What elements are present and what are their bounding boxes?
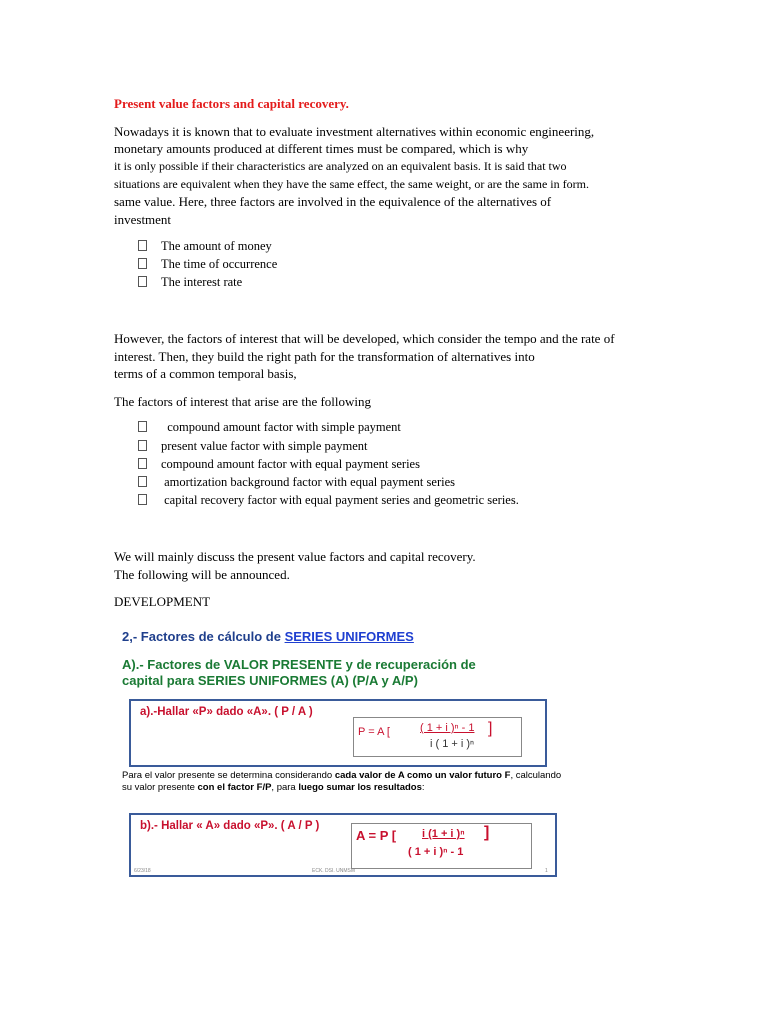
paragraph-line: Nowadays it is known that to evaluate investment alternatives within economic engineering,: [114, 124, 595, 139]
paragraph-line: terms of a common temporal basis,: [114, 366, 297, 381]
formula-bracket: ]: [484, 824, 490, 841]
formula-lhs: A = P [: [356, 828, 397, 843]
slide-heading-text: 2,- Factores de cálculo de: [122, 629, 285, 644]
embedded-slide: [114, 620, 566, 882]
document-title: Present value factors and capital recovery.: [114, 96, 349, 111]
bullet-icon: [138, 421, 147, 432]
slide-footer-center: ECK. DSI. UNMSM: [312, 868, 356, 874]
formula-numerator: ( 1 + i )ⁿ - 1: [420, 722, 475, 734]
slide-heading-link: SERIES UNIFORMES: [284, 629, 414, 644]
list-item: compound amount factor with equal payment series: [138, 457, 420, 472]
formula-pa: [353, 717, 522, 757]
paragraph: The factors of interest that arise are the following: [114, 394, 372, 409]
bullet-icon: [138, 494, 147, 505]
list-item: compound amount factor with simple payment: [138, 420, 401, 435]
formula-box-p-given-a: [129, 699, 547, 767]
slide-heading: [122, 629, 414, 644]
bullet-icon: [138, 276, 147, 287]
paragraph-line: monetary amounts produced at different times must be compared, which is why: [114, 141, 529, 156]
slide-footer-page: 1: [545, 868, 548, 874]
bullet-icon: [138, 240, 147, 251]
list-item: The interest rate: [138, 275, 242, 290]
list-item: capital recovery factor with equal payment series and geometric series.: [138, 493, 519, 508]
formula-bracket: ]: [488, 720, 493, 737]
formula-numerator: i (1 + i )ⁿ: [422, 828, 465, 840]
paragraph-line: it is only possible if their characteristics are analyzed on an equivalent basis. It is said that two: [114, 159, 567, 173]
paragraph-line: The following will be announced.: [114, 567, 290, 582]
bullet-icon: [138, 258, 147, 269]
paragraph-line: investment: [114, 212, 172, 227]
section-heading: DEVELOPMENT: [114, 594, 211, 609]
paragraph-line: interest. Then, they build the right path for the transformation of alternatives into: [114, 349, 535, 364]
formula-denominator: ( 1 + i )ⁿ - 1: [408, 846, 464, 858]
bullet-icon: [138, 458, 147, 469]
list-item: amortization background factor with equal payment series: [138, 475, 455, 490]
list-item: present value factor with simple payment: [138, 439, 368, 454]
paragraph-line: However, the factors of interest that will be developed, which consider the tempo and the rate of: [114, 331, 615, 346]
formula-box-label: b).- Hallar « A» dado «P». ( A / P ): [140, 820, 320, 832]
slide-explanation: Para el valor presente se determina considerando cada valor de A como un valor futuro F, calculando su valor presente con el factor F/P, para luego sumar los resultados:: [122, 770, 562, 793]
bullet-icon: [138, 440, 147, 451]
paragraph-line: same value. Here, three factors are involved in the equivalence of the alternatives of: [114, 194, 552, 209]
paragraph-line: situations are equivalent when they have the same effect, the same weight, or are the same in form.: [114, 177, 589, 191]
slide-footer-date: 6/23/18: [134, 868, 151, 874]
formula-ap: [351, 823, 532, 869]
slide-subheading-line: A).- Factores de VALOR PRESENTE y de recuperación de: [122, 657, 476, 672]
list-item: The time of occurrence: [138, 257, 277, 272]
bullet-icon: [138, 476, 147, 487]
list-item: The amount of money: [138, 239, 272, 254]
slide-subheading: [122, 657, 476, 689]
formula-denominator: i ( 1 + i )ⁿ: [430, 738, 475, 750]
formula-box-label: a).-Hallar «P» dado «A». ( P / A ): [140, 706, 313, 718]
formula-lhs: P = A [: [358, 726, 390, 738]
slide-subheading-line: capital para SERIES UNIFORMES (A) (P/A y A/P): [122, 673, 418, 688]
paragraph-line: We will mainly discuss the present value factors and capital recovery.: [114, 549, 476, 564]
